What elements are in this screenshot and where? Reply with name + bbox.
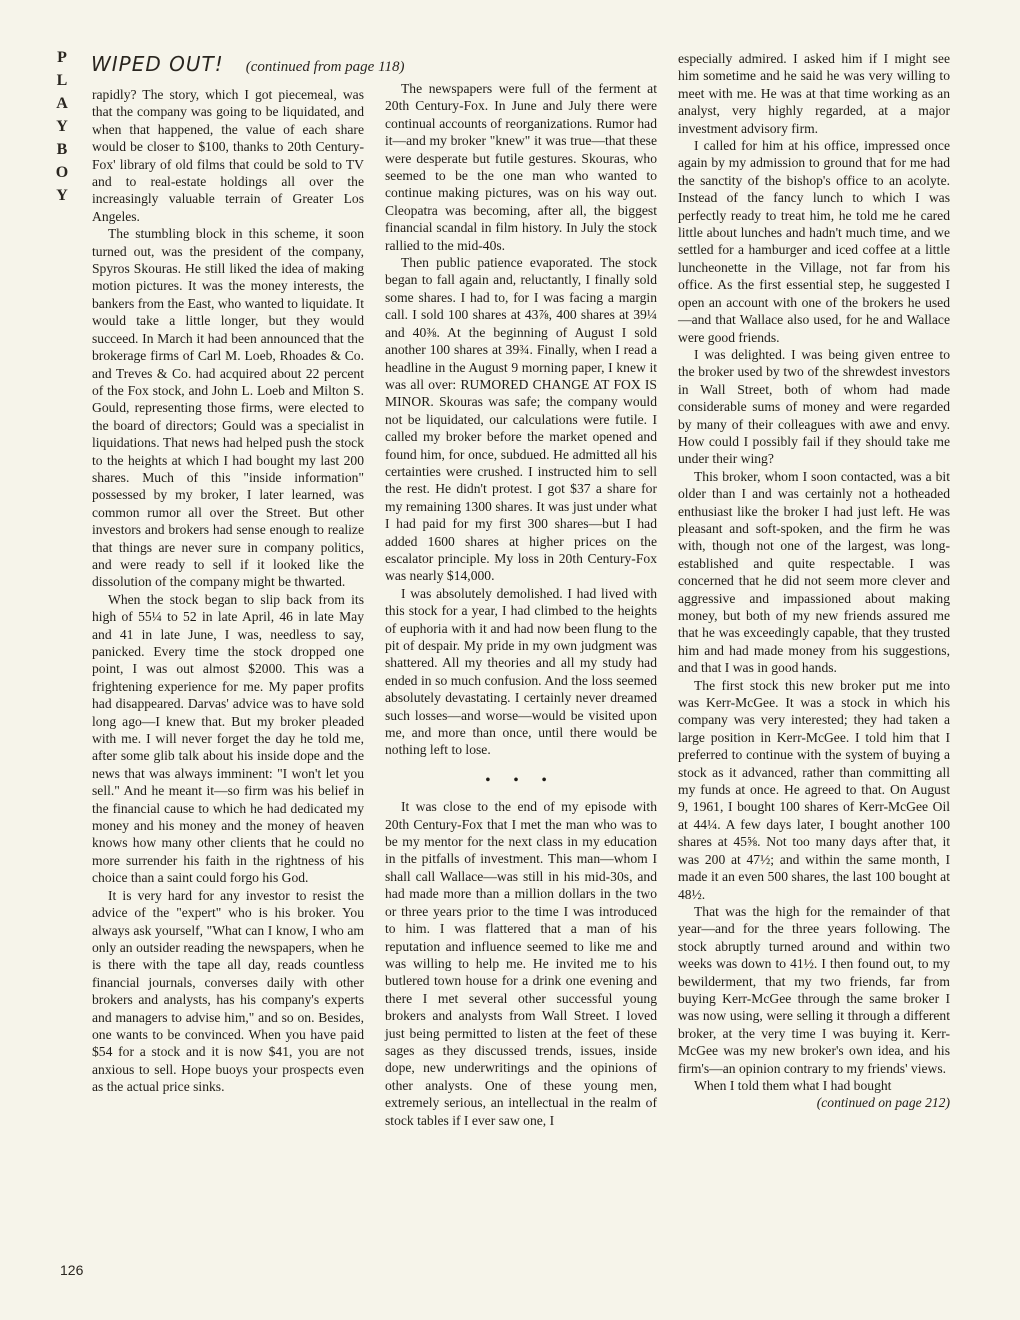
- article-header: [91, 52, 404, 80]
- column-1: [92, 86, 364, 1096]
- column-2: [385, 80, 657, 1129]
- paragraph: It is very hard for any investor to resist the advice of the "expert" who is his broker. You always ask yourself, "What can I know, I who am only an outsider reading the newspapers, when he is there with the tape all day, reads countless financial journals, converses daily with other brokers and analysts, has his company's experts and managers to advise him," and so on. Besides, one wants to be convinced. When you have paid $54 for a stock and it is now $41, you are not anxious to sell. Hope buoys your prospects even as the actual price sinks.: [92, 887, 364, 1095]
- column-3: [678, 50, 950, 1112]
- paragraph: I called for him at his office, impressed once again by my admission to ground that for me had the sanctity of the bishop's office to an acolyte. Instead of the fancy lunch to which I was perfectly ready to treat him, he told me he cared little about lunches and hadn't much time, and we settled for a hamburger and iced coffee at a little luncheonette in the Village, not far from his office. As the first essential step, he suggested I open an account with one of the brokers he used—and that Wallace also used, for he and Wallace were good friends.: [678, 138, 950, 345]
- paragraph: It was close to the end of my episode with 20th Century-Fox that I met the man who was to be my mentor for the next class in my education in the pitfalls of investment. This man—whom I shall call Wallace—was still in his mid-30s, and had made more than a million dollars in the two or three years prior to the time I was introduced to him. I was flattered that a man of his reputation and influence seemed to like me and was willing to help me. He invited me to his butlered town house for a drink one evening and there I met several other successful young brokers and analysts from Wall Street. I loved just being permitted to listen at the feet of these sages as they discussed trends, issues, inside dope, new underwritings and the opinions of other analysts. One of these young men, extremely serious, an intellectual in the realm of stock tables if I ever saw one, I: [385, 799, 657, 1128]
- paragraph: When I told them what I had bought: [694, 1077, 892, 1093]
- article-title: WIPED OUT!: [91, 52, 224, 76]
- paragraph: That was the high for the remainder of that year—and for the three years following. The stock abruptly turned around and within two weeks was down to 41½. I then found out, to my bewilderment, that my two friends, far from buying Kerr-McGee through the same broker I was now using, were selling it through a different broker, at the very time I was buying it. Kerr-McGee was my new broker's own idea, and his firm's—an opinion contrary to my friends' views.: [678, 903, 950, 1076]
- continued-from-note: (continued from page 118): [245, 59, 405, 75]
- paragraph: especially admired. I asked him if I might see him sometime and he said he was very willing to meet with me. He was at that time working as an analyst, very highly regarded, at a major investment advisory firm.: [678, 51, 950, 136]
- side-label-letter: O: [55, 164, 69, 181]
- side-label-letter: L: [56, 72, 68, 89]
- page-number: 126: [60, 1262, 84, 1278]
- paragraph: I was absolutely demolished. I had lived with this stock for a year, I had climbed to the heights of euphoria with it and had now been flung to the pit of despair. My pride in my own judgment was shattered. All my theories and all my study had ended in so much confusion. And the loss seemed absolutely devastating. I certainly never dreamed such losses—and worse—would be visited upon me, and more than once, until there would be nothing left to lose.: [385, 585, 657, 758]
- paragraph: I was delighted. I was being given entree to the broker used by two of the shrewdest investors in Wall Street, both of whom had made considerable sums of money and were regarded by many of their colleagues with awe and envy. How could I possibly fail if they should take me under their wing?: [678, 346, 950, 467]
- side-label-letter: B: [56, 141, 68, 158]
- magazine-side-label: [52, 46, 72, 207]
- paragraph: The first stock this new broker put me into was Kerr-McGee. It was a stock in which his company was very interested; they had taken a large position in Kerr-McGee. I told him that I preferred to continue with the system of buying a stock as it advanced, rather than committing all my funds at once. He agreed to that. On August 9, 1961, I bought 100 shares of Kerr-McGee Oil at 44¼. A few days later, I bought another 100 shares at 45⅝. Not too many days after that, it was 200 at 47½; and within the same month, I made it an even 500 shares, the last 100 bought at 48½.: [678, 677, 950, 902]
- continued-on-note: (continued on page 212): [816, 1095, 950, 1111]
- paragraph: rapidly? The story, which I got piecemeal, was that the company was going to be liquidated, and when that happened, the value of each share would be closer to $100, thanks to 20th Century-Fox' library of old films that could be sold to TV and to real-estate holdings all over the increasingly valuable terrain of Greater Los Angeles.: [92, 87, 364, 224]
- side-label-letter: Y: [56, 118, 68, 135]
- side-label-letter: A: [56, 95, 68, 112]
- side-label-letter: Y: [56, 187, 68, 204]
- paragraph: When the stock began to slip back from its high of 55¼ to 52 in late April, 46 in late May and 41 in late June, I was, needless to say, panicked. Every time the stock dropped one point, I was out almost $2000. This was a frightening experience for me. My paper profits had disappeared. Darvas' advice was to have sold long ago—I knew that. But my broker pleaded with me. I will never forget the day he told me, after some glib talk about his inside dope and the news that was always imminent: "I won't let you sell." And he meant it—so firm was his belief in the financial cause to which he had dedicated my money and his money and the money of heaven knows how many other clients that he could no more surrender his faith in the rightness of his choice than a saint could forgo his God.: [92, 591, 364, 886]
- paragraph: Then public patience evaporated. The stock began to fall again and, reluctantly, I finally sold some shares. I had to, for I was facing a margin call. I sold 100 shares at 43⅞, 400 shares at 39¼ and 40⅜. At the beginning of August I sold another 100 shares at 39¾. Finally, when I read a headline in the August 9 morning paper, I knew it was all over: RUMORED CHANGE AT FOX IS MINOR. Skouras was safe; the company would not be liquidated, our calculations were futile. I called my broker before the market opened and found him, for once, subdued. He admitted all his certainties were crushed. I instructed him to sell the rest. He didn't protest. I got $37 a share for my remaining 1300 shares. It was just under what I had paid for my first 300 shares—but I had added 1600 shares at higher prices on the escalator principle. My loss in 20th Century-Fox was nearly $14,000.: [385, 255, 657, 584]
- paragraph: The stumbling block in this scheme, it soon turned out, was the president of the company, Spyros Skouras. He still liked the idea of making motion pictures. It was the money interests, the bankers from the East, who wanted to liquidate. It would take a little longer, but they would succeed. In March it had been announced that the brokerage firms of Carl M. Loeb, Rhoades & Co. and Treves & Co. had acquired about 22 percent of the Fox stock, and John L. Loeb and Milton S. Gould, representing those firms, were elected to the board of directors; Gould was a specialist in liquidations. That news had helped push the stock to the heights at which I had bought my last 200 shares. Much of this "inside information" possessed by my broker, I later learned, was common rumor all over the Street. But other investors and brokers had sense enough to realize that things are never sure in company politics, and were ready to sell if it looked like the dissolution of the company might be thwarted.: [92, 226, 364, 590]
- paragraph: The newspapers were full of the ferment at 20th Century-Fox. In June and July there were continual accounts of reorganizations. Rumor had it—and my broker "knew" it was true—that these were desperate but futile gestures. Skouras, who seemed to be the one man who wanted to continue making pictures, was on his way out. Cleopatra was becoming, after all, the biggest financial scandal in film history. In July the stock rallied to the mid-40s.: [385, 81, 657, 253]
- paragraph: This broker, whom I soon contacted, was a bit older than I and was certainly not a hotheaded enthusiast like the broker I had just left. He was pleasant and soft-spoken, and the firm he was with, though not one of the largest, was long-established and quite respectable. I was concerned that he did not seem more clever and aggressive and impassioned about making money, but both of my new friends assured me that he was exceedingly capable, that they trusted him and had made money from his suggestions, and that I was in good hands.: [678, 468, 950, 676]
- section-separator: • • •: [485, 771, 557, 787]
- side-label-letter: P: [57, 49, 67, 66]
